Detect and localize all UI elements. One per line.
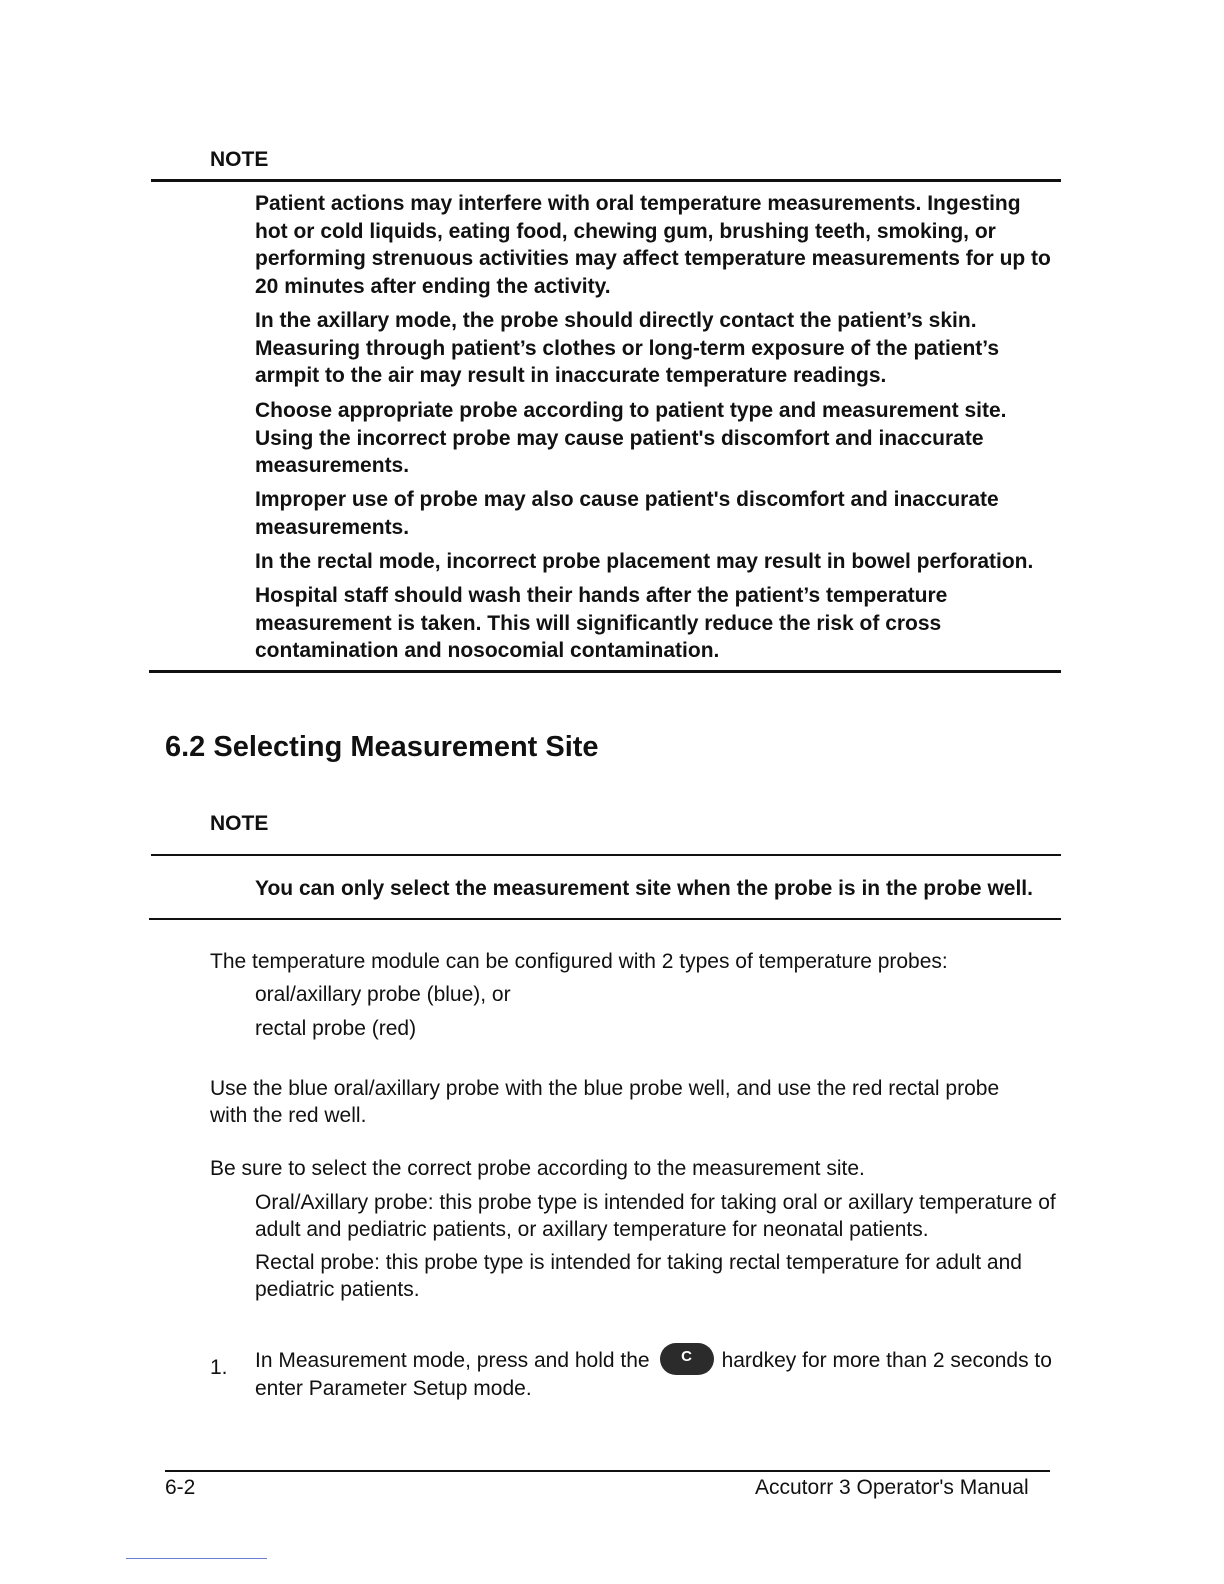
step-text: [255, 1343, 1055, 1402]
select-intro-paragraph: Be sure to select the correct probe according to the measurement site.: [210, 1157, 865, 1180]
note-item: You can only select the measurement site when the probe is in the probe well.: [255, 877, 1033, 900]
note-item: Hospital staff should wash their hands after the patient’s temperature measurement is taken. This will significantly reduce the risk of cross contamination and nosocomial contamination.: [255, 584, 948, 662]
note-item: Choose appropriate probe according to patient type and measurement site. Using the incorrect probe may cause patient's discomfort and inaccurate measurements.: [255, 399, 1007, 477]
probe-type-item: rectal probe (red): [255, 1017, 417, 1040]
probe-type-item: oral/axillary probe (blue), or: [255, 983, 511, 1006]
section-heading: 6.2 Selecting Measurement Site: [165, 731, 599, 763]
step-text-after: hardkey for more than 2 seconds to enter Parameter Setup mode.: [255, 1349, 1052, 1400]
probe-detail-item: Oral/Axillary probe: this probe type is intended for taking oral or axillary temperature of adult and pediatric patients, or axillary temperature for neonatal patients.: [255, 1191, 1056, 1241]
footer-rule: [165, 1470, 1050, 1472]
usage-paragraph: Use the blue oral/axillary probe with the blue probe well, and use the red rectal probe with the red well.: [210, 1077, 1000, 1127]
note-item: In the axillary mode, the probe should directly contact the patient’s skin. Measuring through patient’s clothes or long-term exposure of the patient’s armpit to the air may result in inaccurate temperature readings.: [255, 309, 1000, 387]
probe-detail-item: Rectal probe: this probe type is intended for taking rectal temperature for adult and pediatric patients.: [255, 1251, 1022, 1301]
note-item: Patient actions may interfere with oral temperature measurements. Ingesting hot or cold liquids, eating food, chewing gum, brushing teeth, smoking, or performing strenuous activities may affect temperature measurements for up to 20 minutes after ending the activity.: [255, 192, 1051, 298]
note-top-rule: [151, 179, 1061, 182]
note-label: NOTE: [210, 812, 269, 835]
c-hardkey-icon: C: [660, 1343, 714, 1375]
link-underline: [126, 1558, 267, 1559]
note-top-rule: [151, 854, 1061, 856]
manual-title: Accutorr 3 Operator's Manual: [755, 1476, 1029, 1499]
step-number: 1.: [210, 1356, 228, 1379]
page-number: 6-2: [165, 1476, 196, 1499]
note-bottom-rule: [149, 918, 1061, 920]
note-item: Improper use of probe may also cause patient's discomfort and inaccurate measurements.: [255, 488, 999, 539]
note-item: In the rectal mode, incorrect probe placement may result in bowel perforation.: [255, 550, 1034, 573]
note-bottom-rule: [149, 670, 1061, 673]
step-text-before: In Measurement mode, press and hold the: [255, 1349, 650, 1372]
intro-paragraph: The temperature module can be configured with 2 types of temperature probes:: [210, 950, 948, 973]
note-label: NOTE: [210, 148, 269, 171]
